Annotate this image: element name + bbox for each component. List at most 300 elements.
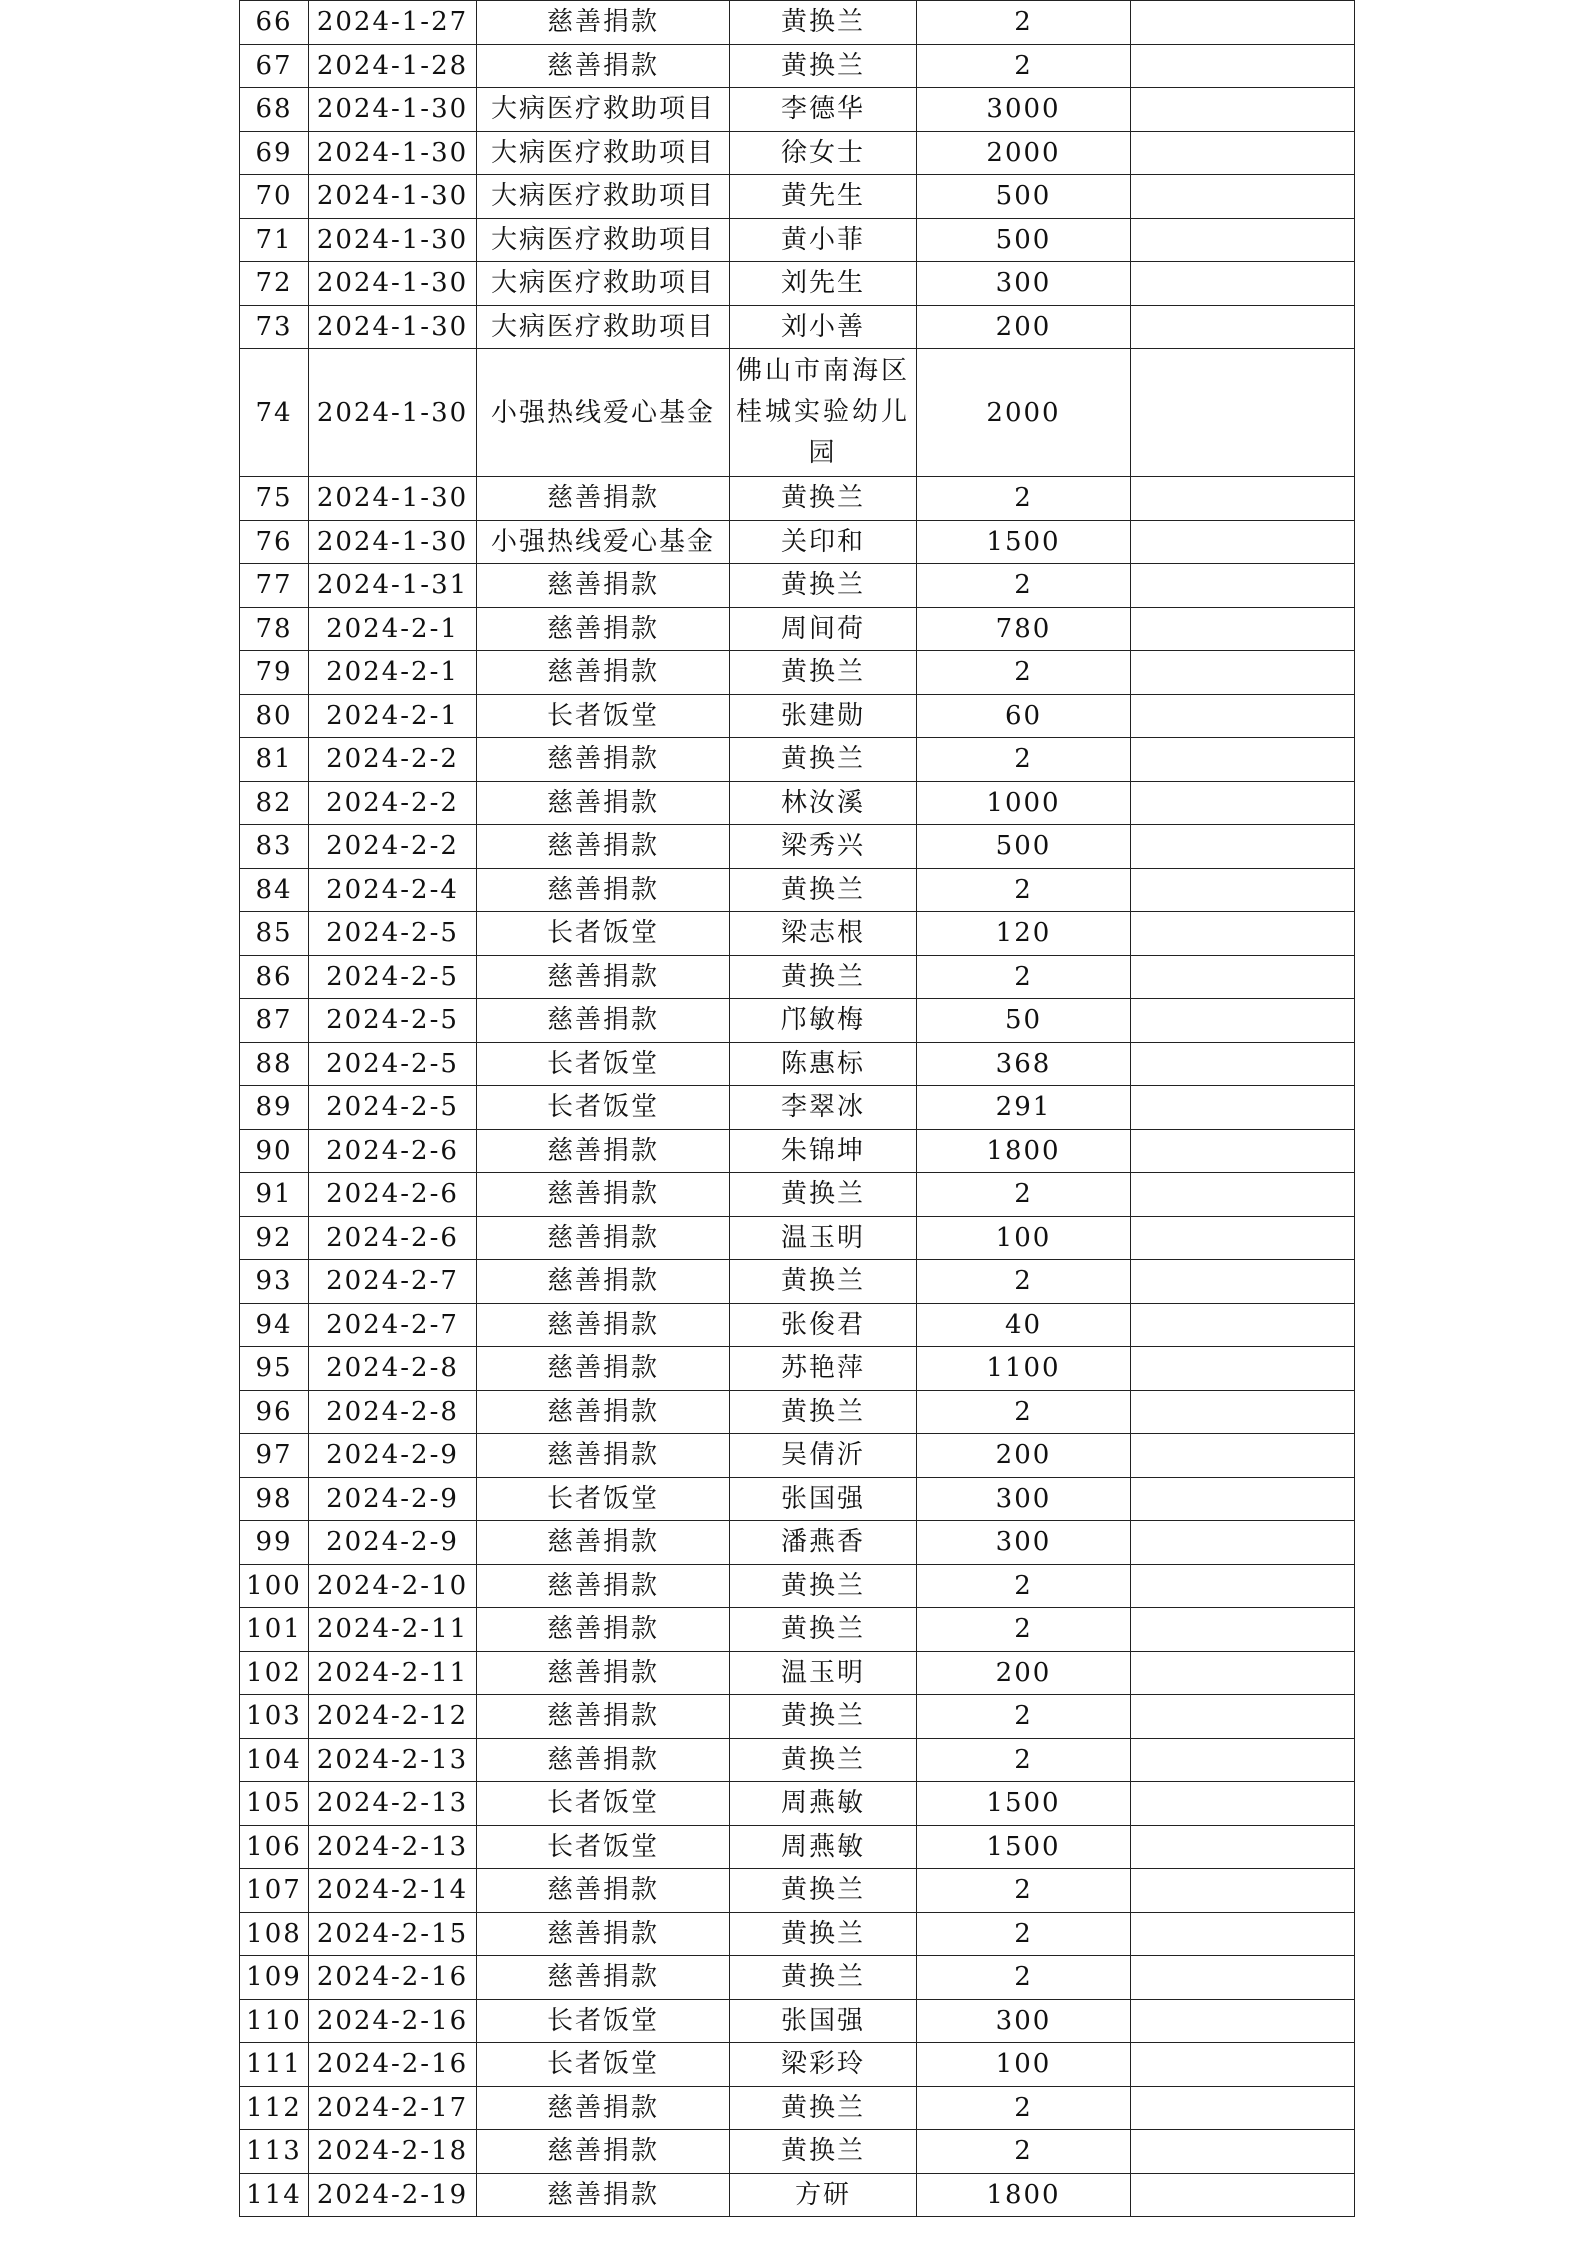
note-cell bbox=[1131, 1651, 1355, 1695]
table-row bbox=[240, 262, 1355, 306]
row-number-cell: 72 bbox=[240, 262, 309, 306]
table-row bbox=[240, 2130, 1355, 2174]
amount-cell: 300 bbox=[917, 262, 1131, 306]
project-cell: 慈善捐款 bbox=[477, 825, 730, 869]
row-number-cell: 103 bbox=[240, 1695, 309, 1739]
date-cell: 2024-1-30 bbox=[309, 262, 477, 306]
donor-cell: 黄换兰 bbox=[730, 1956, 917, 2000]
donor-cell: 张国强 bbox=[730, 1999, 917, 2043]
project-cell: 长者饭堂 bbox=[477, 1086, 730, 1130]
donor-cell: 邝敏梅 bbox=[730, 999, 917, 1043]
table-row bbox=[240, 88, 1355, 132]
note-cell bbox=[1131, 651, 1355, 695]
row-number-cell: 70 bbox=[240, 175, 309, 219]
note-cell bbox=[1131, 1390, 1355, 1434]
date-cell: 2024-1-30 bbox=[309, 520, 477, 564]
amount-cell: 2 bbox=[917, 564, 1131, 608]
date-cell: 2024-2-13 bbox=[309, 1782, 477, 1826]
donor-cell: 黄换兰 bbox=[730, 1, 917, 45]
amount-cell: 368 bbox=[917, 1042, 1131, 1086]
note-cell bbox=[1131, 564, 1355, 608]
note-cell bbox=[1131, 694, 1355, 738]
amount-cell: 1500 bbox=[917, 1825, 1131, 1869]
project-cell: 慈善捐款 bbox=[477, 738, 730, 782]
row-number-cell: 67 bbox=[240, 44, 309, 88]
note-cell bbox=[1131, 2173, 1355, 2217]
project-cell: 慈善捐款 bbox=[477, 1347, 730, 1391]
amount-cell: 300 bbox=[917, 1521, 1131, 1565]
amount-cell: 2 bbox=[917, 1738, 1131, 1782]
table-row bbox=[240, 44, 1355, 88]
date-cell: 2024-2-9 bbox=[309, 1521, 477, 1565]
donor-cell: 佛山市南海区桂城实验幼儿园 bbox=[730, 349, 917, 477]
note-cell bbox=[1131, 1999, 1355, 2043]
note-cell bbox=[1131, 607, 1355, 651]
row-number-cell: 109 bbox=[240, 1956, 309, 2000]
table-row bbox=[240, 1042, 1355, 1086]
project-cell: 大病医疗救助项目 bbox=[477, 175, 730, 219]
row-number-cell: 102 bbox=[240, 1651, 309, 1695]
project-cell: 慈善捐款 bbox=[477, 1303, 730, 1347]
table-row bbox=[240, 1129, 1355, 1173]
project-cell: 长者饭堂 bbox=[477, 2043, 730, 2087]
note-cell bbox=[1131, 1956, 1355, 2000]
donor-cell: 朱锦坤 bbox=[730, 1129, 917, 1173]
table-row bbox=[240, 781, 1355, 825]
project-cell: 慈善捐款 bbox=[477, 1390, 730, 1434]
donor-cell: 黄换兰 bbox=[730, 1173, 917, 1217]
donor-cell: 梁彩玲 bbox=[730, 2043, 917, 2087]
amount-cell: 2 bbox=[917, 1390, 1131, 1434]
note-cell bbox=[1131, 1, 1355, 45]
note-cell bbox=[1131, 1434, 1355, 1478]
table-row bbox=[240, 1347, 1355, 1391]
table-row bbox=[240, 825, 1355, 869]
row-number-cell: 101 bbox=[240, 1608, 309, 1652]
donor-cell: 梁秀兴 bbox=[730, 825, 917, 869]
donor-cell: 周燕敏 bbox=[730, 1782, 917, 1826]
row-number-cell: 93 bbox=[240, 1260, 309, 1304]
date-cell: 2024-2-5 bbox=[309, 1042, 477, 1086]
project-cell: 慈善捐款 bbox=[477, 1434, 730, 1478]
row-number-cell: 75 bbox=[240, 477, 309, 521]
project-cell: 慈善捐款 bbox=[477, 1695, 730, 1739]
row-number-cell: 110 bbox=[240, 1999, 309, 2043]
amount-cell: 60 bbox=[917, 694, 1131, 738]
note-cell bbox=[1131, 520, 1355, 564]
donor-cell: 林汝溪 bbox=[730, 781, 917, 825]
table-row bbox=[240, 1999, 1355, 2043]
amount-cell: 2 bbox=[917, 1564, 1131, 1608]
donation-ledger-page bbox=[239, 0, 1354, 2217]
row-number-cell: 108 bbox=[240, 1912, 309, 1956]
note-cell bbox=[1131, 1173, 1355, 1217]
table-row bbox=[240, 1390, 1355, 1434]
date-cell: 2024-2-4 bbox=[309, 868, 477, 912]
note-cell bbox=[1131, 1086, 1355, 1130]
table-row bbox=[240, 1521, 1355, 1565]
row-number-cell: 88 bbox=[240, 1042, 309, 1086]
donor-cell: 吴倩沂 bbox=[730, 1434, 917, 1478]
amount-cell: 2 bbox=[917, 2130, 1131, 2174]
project-cell: 大病医疗救助项目 bbox=[477, 305, 730, 349]
row-number-cell: 96 bbox=[240, 1390, 309, 1434]
row-number-cell: 83 bbox=[240, 825, 309, 869]
project-cell: 慈善捐款 bbox=[477, 999, 730, 1043]
amount-cell: 2000 bbox=[917, 131, 1131, 175]
table-row bbox=[240, 131, 1355, 175]
table-row bbox=[240, 1912, 1355, 1956]
donor-cell: 黄换兰 bbox=[730, 2130, 917, 2174]
amount-cell: 2 bbox=[917, 738, 1131, 782]
date-cell: 2024-2-15 bbox=[309, 1912, 477, 1956]
date-cell: 2024-2-16 bbox=[309, 2043, 477, 2087]
table-row bbox=[240, 1695, 1355, 1739]
project-cell: 慈善捐款 bbox=[477, 564, 730, 608]
donor-cell: 黄换兰 bbox=[730, 2086, 917, 2130]
date-cell: 2024-2-9 bbox=[309, 1477, 477, 1521]
donor-cell: 刘小善 bbox=[730, 305, 917, 349]
project-cell: 长者饭堂 bbox=[477, 1782, 730, 1826]
row-number-cell: 79 bbox=[240, 651, 309, 695]
note-cell bbox=[1131, 955, 1355, 999]
table-row bbox=[240, 999, 1355, 1043]
table-row bbox=[240, 1260, 1355, 1304]
row-number-cell: 90 bbox=[240, 1129, 309, 1173]
amount-cell: 300 bbox=[917, 1999, 1131, 2043]
donor-cell: 温玉明 bbox=[730, 1216, 917, 1260]
date-cell: 2024-2-14 bbox=[309, 1869, 477, 1913]
donor-cell: 徐女士 bbox=[730, 131, 917, 175]
amount-cell: 2 bbox=[917, 477, 1131, 521]
note-cell bbox=[1131, 825, 1355, 869]
table-row bbox=[240, 2173, 1355, 2217]
row-number-cell: 85 bbox=[240, 912, 309, 956]
donor-cell: 温玉明 bbox=[730, 1651, 917, 1695]
donor-cell: 梁志根 bbox=[730, 912, 917, 956]
date-cell: 2024-1-30 bbox=[309, 88, 477, 132]
table-row bbox=[240, 1, 1355, 45]
row-number-cell: 107 bbox=[240, 1869, 309, 1913]
amount-cell: 1800 bbox=[917, 2173, 1131, 2217]
amount-cell: 200 bbox=[917, 1651, 1131, 1695]
date-cell: 2024-1-30 bbox=[309, 477, 477, 521]
project-cell: 慈善捐款 bbox=[477, 868, 730, 912]
donor-cell: 黄换兰 bbox=[730, 1738, 917, 1782]
amount-cell: 2 bbox=[917, 955, 1131, 999]
project-cell: 慈善捐款 bbox=[477, 1651, 730, 1695]
date-cell: 2024-2-6 bbox=[309, 1216, 477, 1260]
amount-cell: 500 bbox=[917, 218, 1131, 262]
note-cell bbox=[1131, 868, 1355, 912]
date-cell: 2024-2-16 bbox=[309, 1999, 477, 2043]
amount-cell: 2000 bbox=[917, 349, 1131, 477]
table-row bbox=[240, 955, 1355, 999]
donor-cell: 周间荷 bbox=[730, 607, 917, 651]
donation-table-body bbox=[240, 1, 1355, 2217]
donor-cell: 方研 bbox=[730, 2173, 917, 2217]
project-cell: 长者饭堂 bbox=[477, 694, 730, 738]
date-cell: 2024-2-7 bbox=[309, 1303, 477, 1347]
row-number-cell: 84 bbox=[240, 868, 309, 912]
note-cell bbox=[1131, 477, 1355, 521]
row-number-cell: 78 bbox=[240, 607, 309, 651]
amount-cell: 2 bbox=[917, 1260, 1131, 1304]
date-cell: 2024-2-8 bbox=[309, 1390, 477, 1434]
row-number-cell: 73 bbox=[240, 305, 309, 349]
amount-cell: 291 bbox=[917, 1086, 1131, 1130]
project-cell: 慈善捐款 bbox=[477, 955, 730, 999]
table-row bbox=[240, 1608, 1355, 1652]
date-cell: 2024-2-19 bbox=[309, 2173, 477, 2217]
amount-cell: 100 bbox=[917, 2043, 1131, 2087]
table-row bbox=[240, 520, 1355, 564]
amount-cell: 2 bbox=[917, 1, 1131, 45]
date-cell: 2024-2-8 bbox=[309, 1347, 477, 1391]
row-number-cell: 77 bbox=[240, 564, 309, 608]
donor-cell: 苏艳萍 bbox=[730, 1347, 917, 1391]
amount-cell: 40 bbox=[917, 1303, 1131, 1347]
amount-cell: 1100 bbox=[917, 1347, 1131, 1391]
project-cell: 慈善捐款 bbox=[477, 781, 730, 825]
table-row bbox=[240, 1651, 1355, 1695]
donor-cell: 李德华 bbox=[730, 88, 917, 132]
amount-cell: 3000 bbox=[917, 88, 1131, 132]
project-cell: 慈善捐款 bbox=[477, 1521, 730, 1565]
table-row bbox=[240, 1782, 1355, 1826]
note-cell bbox=[1131, 1216, 1355, 1260]
date-cell: 2024-1-30 bbox=[309, 349, 477, 477]
donor-cell: 关印和 bbox=[730, 520, 917, 564]
row-number-cell: 76 bbox=[240, 520, 309, 564]
table-row bbox=[240, 2043, 1355, 2087]
row-number-cell: 69 bbox=[240, 131, 309, 175]
note-cell bbox=[1131, 1608, 1355, 1652]
table-row bbox=[240, 1869, 1355, 1913]
date-cell: 2024-2-13 bbox=[309, 1738, 477, 1782]
table-row bbox=[240, 1477, 1355, 1521]
note-cell bbox=[1131, 1347, 1355, 1391]
note-cell bbox=[1131, 912, 1355, 956]
date-cell: 2024-2-6 bbox=[309, 1129, 477, 1173]
project-cell: 慈善捐款 bbox=[477, 1129, 730, 1173]
date-cell: 2024-2-5 bbox=[309, 999, 477, 1043]
note-cell bbox=[1131, 1695, 1355, 1739]
donor-cell: 黄小菲 bbox=[730, 218, 917, 262]
table-row bbox=[240, 1956, 1355, 2000]
note-cell bbox=[1131, 1912, 1355, 1956]
table-row bbox=[240, 218, 1355, 262]
project-cell: 慈善捐款 bbox=[477, 1, 730, 45]
date-cell: 2024-2-16 bbox=[309, 1956, 477, 2000]
project-cell: 慈善捐款 bbox=[477, 2086, 730, 2130]
table-row bbox=[240, 694, 1355, 738]
note-cell bbox=[1131, 1521, 1355, 1565]
table-row bbox=[240, 1086, 1355, 1130]
project-cell: 长者饭堂 bbox=[477, 1825, 730, 1869]
row-number-cell: 95 bbox=[240, 1347, 309, 1391]
amount-cell: 2 bbox=[917, 1695, 1131, 1739]
amount-cell: 2 bbox=[917, 2086, 1131, 2130]
donor-cell: 黄换兰 bbox=[730, 1912, 917, 1956]
date-cell: 2024-1-30 bbox=[309, 305, 477, 349]
amount-cell: 2 bbox=[917, 868, 1131, 912]
table-row bbox=[240, 1738, 1355, 1782]
amount-cell: 500 bbox=[917, 175, 1131, 219]
amount-cell: 200 bbox=[917, 305, 1131, 349]
donor-cell: 张建勋 bbox=[730, 694, 917, 738]
row-number-cell: 111 bbox=[240, 2043, 309, 2087]
date-cell: 2024-2-9 bbox=[309, 1434, 477, 1478]
note-cell bbox=[1131, 1303, 1355, 1347]
note-cell bbox=[1131, 175, 1355, 219]
project-cell: 大病医疗救助项目 bbox=[477, 88, 730, 132]
project-cell: 慈善捐款 bbox=[477, 1260, 730, 1304]
date-cell: 2024-2-5 bbox=[309, 955, 477, 999]
project-cell: 大病医疗救助项目 bbox=[477, 262, 730, 306]
note-cell bbox=[1131, 305, 1355, 349]
project-cell: 慈善捐款 bbox=[477, 607, 730, 651]
table-row bbox=[240, 1564, 1355, 1608]
table-row bbox=[240, 564, 1355, 608]
row-number-cell: 66 bbox=[240, 1, 309, 45]
date-cell: 2024-2-11 bbox=[309, 1651, 477, 1695]
note-cell bbox=[1131, 1825, 1355, 1869]
row-number-cell: 106 bbox=[240, 1825, 309, 1869]
date-cell: 2024-2-2 bbox=[309, 738, 477, 782]
amount-cell: 500 bbox=[917, 825, 1131, 869]
row-number-cell: 86 bbox=[240, 955, 309, 999]
project-cell: 慈善捐款 bbox=[477, 2173, 730, 2217]
donor-cell: 黄换兰 bbox=[730, 1390, 917, 1434]
amount-cell: 2 bbox=[917, 1608, 1131, 1652]
donor-cell: 黄换兰 bbox=[730, 955, 917, 999]
donor-cell: 陈惠标 bbox=[730, 1042, 917, 1086]
date-cell: 2024-2-5 bbox=[309, 912, 477, 956]
project-cell: 长者饭堂 bbox=[477, 1477, 730, 1521]
row-number-cell: 105 bbox=[240, 1782, 309, 1826]
donor-cell: 黄换兰 bbox=[730, 1260, 917, 1304]
row-number-cell: 97 bbox=[240, 1434, 309, 1478]
date-cell: 2024-2-1 bbox=[309, 651, 477, 695]
amount-cell: 50 bbox=[917, 999, 1131, 1043]
donor-cell: 黄换兰 bbox=[730, 738, 917, 782]
amount-cell: 2 bbox=[917, 1173, 1131, 1217]
note-cell bbox=[1131, 1477, 1355, 1521]
donor-cell: 黄换兰 bbox=[730, 868, 917, 912]
donor-cell: 黄先生 bbox=[730, 175, 917, 219]
row-number-cell: 100 bbox=[240, 1564, 309, 1608]
donor-cell: 黄换兰 bbox=[730, 1869, 917, 1913]
donor-cell: 潘燕香 bbox=[730, 1521, 917, 1565]
table-row bbox=[240, 607, 1355, 651]
project-cell: 长者饭堂 bbox=[477, 912, 730, 956]
amount-cell: 120 bbox=[917, 912, 1131, 956]
project-cell: 慈善捐款 bbox=[477, 1738, 730, 1782]
amount-cell: 780 bbox=[917, 607, 1131, 651]
row-number-cell: 89 bbox=[240, 1086, 309, 1130]
row-number-cell: 99 bbox=[240, 1521, 309, 1565]
row-number-cell: 114 bbox=[240, 2173, 309, 2217]
date-cell: 2024-1-31 bbox=[309, 564, 477, 608]
row-number-cell: 94 bbox=[240, 1303, 309, 1347]
row-number-cell: 98 bbox=[240, 1477, 309, 1521]
table-row bbox=[240, 349, 1355, 477]
table-row bbox=[240, 1434, 1355, 1478]
donor-cell: 黄换兰 bbox=[730, 651, 917, 695]
project-cell: 慈善捐款 bbox=[477, 651, 730, 695]
date-cell: 2024-2-17 bbox=[309, 2086, 477, 2130]
project-cell: 大病医疗救助项目 bbox=[477, 131, 730, 175]
amount-cell: 2 bbox=[917, 44, 1131, 88]
donor-cell: 李翠冰 bbox=[730, 1086, 917, 1130]
donor-cell: 张俊君 bbox=[730, 1303, 917, 1347]
note-cell bbox=[1131, 1042, 1355, 1086]
table-row bbox=[240, 477, 1355, 521]
amount-cell: 200 bbox=[917, 1434, 1131, 1478]
project-cell: 大病医疗救助项目 bbox=[477, 218, 730, 262]
note-cell bbox=[1131, 262, 1355, 306]
project-cell: 长者饭堂 bbox=[477, 1999, 730, 2043]
note-cell bbox=[1131, 44, 1355, 88]
donor-cell: 黄换兰 bbox=[730, 1564, 917, 1608]
note-cell bbox=[1131, 2043, 1355, 2087]
project-cell: 慈善捐款 bbox=[477, 477, 730, 521]
row-number-cell: 74 bbox=[240, 349, 309, 477]
date-cell: 2024-2-10 bbox=[309, 1564, 477, 1608]
note-cell bbox=[1131, 2086, 1355, 2130]
project-cell: 小强热线爱心基金 bbox=[477, 520, 730, 564]
note-cell bbox=[1131, 88, 1355, 132]
donor-cell: 黄换兰 bbox=[730, 1695, 917, 1739]
amount-cell: 2 bbox=[917, 1869, 1131, 1913]
project-cell: 长者饭堂 bbox=[477, 1042, 730, 1086]
donor-cell: 黄换兰 bbox=[730, 44, 917, 88]
project-cell: 慈善捐款 bbox=[477, 1956, 730, 2000]
amount-cell: 300 bbox=[917, 1477, 1131, 1521]
date-cell: 2024-2-6 bbox=[309, 1173, 477, 1217]
amount-cell: 2 bbox=[917, 1956, 1131, 2000]
row-number-cell: 113 bbox=[240, 2130, 309, 2174]
table-row bbox=[240, 651, 1355, 695]
row-number-cell: 104 bbox=[240, 1738, 309, 1782]
donor-cell: 张国强 bbox=[730, 1477, 917, 1521]
project-cell: 慈善捐款 bbox=[477, 1912, 730, 1956]
note-cell bbox=[1131, 1869, 1355, 1913]
project-cell: 小强热线爱心基金 bbox=[477, 349, 730, 477]
date-cell: 2024-2-12 bbox=[309, 1695, 477, 1739]
date-cell: 2024-2-18 bbox=[309, 2130, 477, 2174]
table-row bbox=[240, 912, 1355, 956]
note-cell bbox=[1131, 218, 1355, 262]
note-cell bbox=[1131, 738, 1355, 782]
project-cell: 慈善捐款 bbox=[477, 44, 730, 88]
donation-table bbox=[239, 0, 1355, 2217]
donor-cell: 周燕敏 bbox=[730, 1825, 917, 1869]
date-cell: 2024-2-7 bbox=[309, 1260, 477, 1304]
table-row bbox=[240, 305, 1355, 349]
project-cell: 慈善捐款 bbox=[477, 1173, 730, 1217]
note-cell bbox=[1131, 781, 1355, 825]
date-cell: 2024-1-30 bbox=[309, 175, 477, 219]
table-row bbox=[240, 1173, 1355, 1217]
row-number-cell: 71 bbox=[240, 218, 309, 262]
note-cell bbox=[1131, 1564, 1355, 1608]
amount-cell: 1800 bbox=[917, 1129, 1131, 1173]
note-cell bbox=[1131, 1129, 1355, 1173]
date-cell: 2024-2-2 bbox=[309, 781, 477, 825]
note-cell bbox=[1131, 349, 1355, 477]
